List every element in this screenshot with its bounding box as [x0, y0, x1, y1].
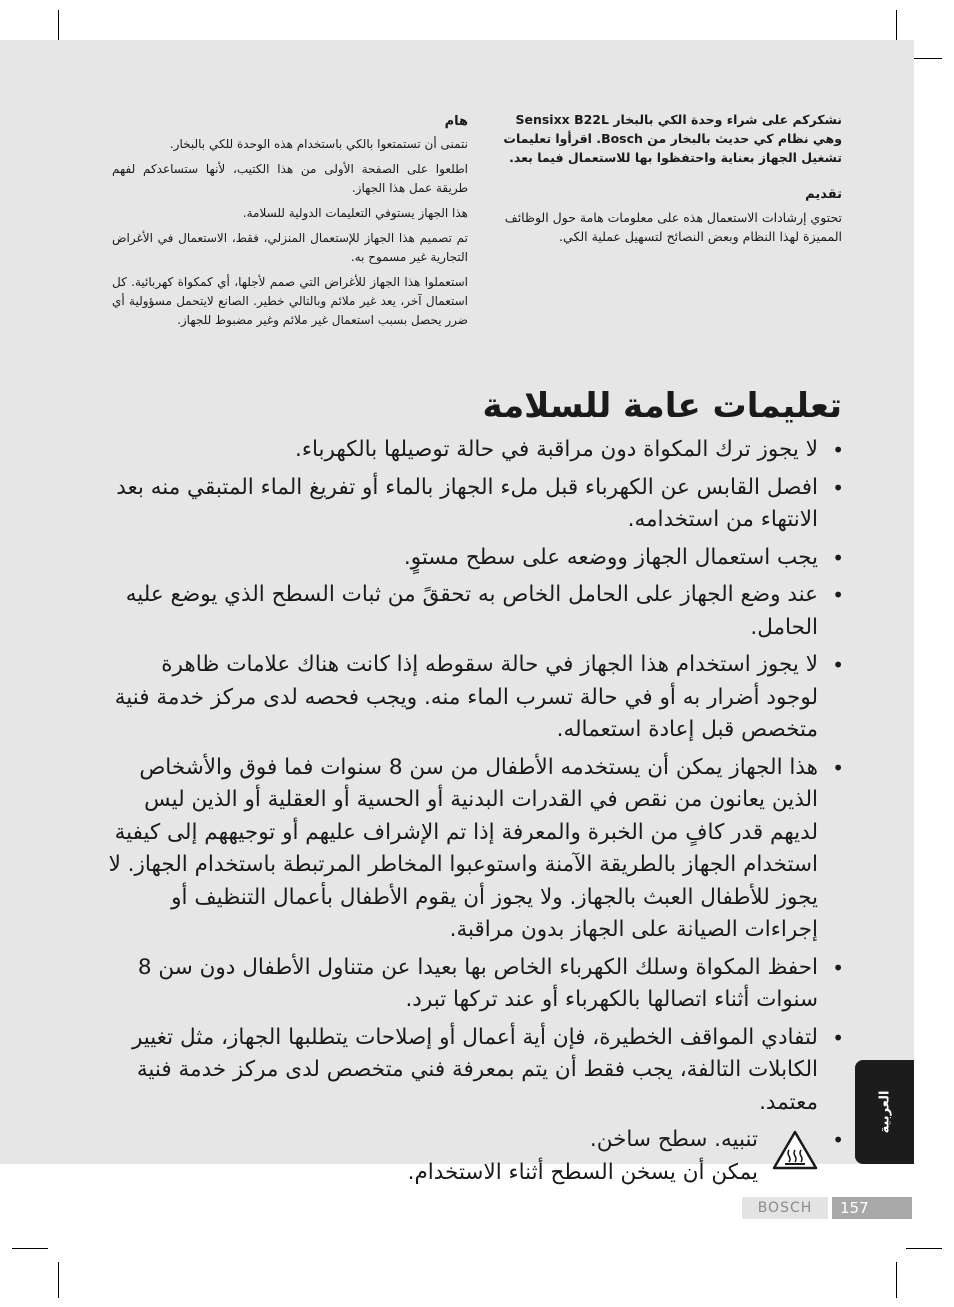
bullet: • [832, 438, 844, 462]
important-column [112, 112, 468, 336]
list-item [108, 542, 844, 575]
list-item-text: لتفادي المواقف الخطيرة، فإن أية أعمال أو إصلاحات يتطلبها الجهاز، مثل تغيير الكابلات التالفة، يجب فقط أن يتم بمعرفة فني متخصص لدى مركز خدمة فنية معتمد. [131, 1024, 818, 1115]
safety-list [108, 434, 844, 1194]
list-item [108, 434, 844, 467]
list-item-text: لا يجوز استخدام هذا الجهاز في حالة سقوطه إذا كانت هناك علامات ظاهرة لوجود أضرار به أو في حالة تسرب الماء منه. ويجب فحصه لدى مركز خدمة فنية متخصص قبل إعادة استعماله. [114, 652, 818, 742]
hot-surface-warning-icon [772, 1130, 818, 1181]
important-paragraph: هذا الجهاز يستوفي التعليمات الدولية للسلامة. [242, 206, 468, 220]
introduction-text: تحتوي إرشادات الاستعمال هذه على معلومات هامة حول الوظائف المميزة لهذا النظام وبعض النصائح لتسهيل عملية الكي. [504, 210, 842, 244]
list-item [108, 952, 844, 1017]
bullet: • [832, 545, 844, 570]
list-item-text: احفظ المكواة وسلك الكهرباء الخاص بها بعيدا عن متناول الأطفال دون سن 8 سنوات أثناء اتصالها بالكهرباء أو عند تركها تبرد. [137, 954, 818, 1012]
introduction-heading: تقديم [805, 187, 842, 202]
language-tab-label: العربية [877, 1090, 892, 1134]
warning-text [108, 1124, 758, 1189]
bullet: • [832, 1128, 844, 1152]
page-number: 157 [832, 1197, 912, 1219]
bullet: • [832, 755, 844, 780]
bullet: • [832, 955, 844, 980]
list-item-text: يجب استعمال الجهاز ووضعه على سطح مستوٍ. [403, 544, 818, 570]
important-paragraph: استعملوا هذا الجهاز للأغراض التي صمم لأجلها، أي كمكواة كهربائية. كل استعمال آخر، يعد غير ملائم وبالتالي خطير. الصانع لايتحمل مسؤولية أي ضرر يحصل بسبب استعمال غير ملائم وغير مضبوط للجهاز. [112, 275, 468, 327]
bullet: • [832, 475, 844, 500]
list-item-text: عند وضع الجهاز على الحامل الخاص به تحققً من ثبات السطح الذي يوضع عليه الحامل. [125, 582, 818, 640]
bullet: • [832, 1025, 844, 1050]
list-item-text: افصل القابس عن الكهرباء قبل ملء الجهاز بالماء أو تفريغ الماء المتبقي منه بعد الانتهاء من استخدامه. [116, 474, 818, 532]
safety-title: تعليمات عامة للسلامة [482, 386, 842, 426]
list-item [108, 579, 844, 644]
list-item [108, 752, 844, 947]
bullet: • [832, 653, 844, 677]
important-paragraph: نتمنى أن تستمتعوا بالكي باستخدام هذه الوحدة للكي بالبخار. [169, 137, 468, 151]
list-item [108, 472, 844, 537]
footer-brand: BOSCH [742, 1197, 828, 1219]
crop-mark [12, 1248, 48, 1249]
intro-column [488, 110, 842, 246]
warning-row [108, 1124, 818, 1189]
crop-mark [58, 1262, 59, 1298]
warning-line: يمكن أن يسخن السطح أثناء الاستخدام. [407, 1159, 758, 1185]
list-item [108, 1022, 844, 1120]
bullet: • [832, 583, 844, 607]
list-item-warning [108, 1124, 844, 1189]
warning-line: تنبيه. سطح ساخن. [589, 1127, 758, 1152]
list-item [108, 649, 844, 747]
list-item-text: لا يجوز ترك المكواة دون مراقبة في حالة توصيلها بالكهرباء. [295, 437, 818, 462]
crop-mark [906, 1248, 942, 1249]
important-paragraph: تم تصميم هذا الجهاز للإستعمال المنزلي، فقط، الاستعمال في الأغراض التجارية غير مسموح به. [112, 231, 468, 264]
crop-mark [896, 1262, 897, 1298]
important-paragraph: اطلعوا على الصفحة الأولى من هذا الكتيب، لأنها ستساعدكم لفهم طريقة عمل هذا الجهاز. [112, 162, 468, 195]
intro-thanks: نشكركم على شراء وحدة الكي بالبخار Sensixx B22L وهي نظام كي حديث بالبخار من Bosch. اقرأوا تعليمات تشغيل الجهاز بعناية واحتفظوا بها للاستعمال فيما بعد. [503, 112, 842, 165]
important-heading: هام [444, 114, 468, 129]
language-tab [855, 1060, 914, 1164]
list-item-text: هذا الجهاز يمكن أن يستخدمه الأطفال من سن 8 سنوات فما فوق والأشخاص الذين يعانون من نقص في القدرات البدنية أو الحسية أو العقلية أو الذين ليس لديهم قدر كافٍ من الخبرة والمعرفة إذا تم الإشراف عليهم أو توجيههم إلى كيفية استخدام الجهاز بالطريقة الآمنة واستوعبوا المخاطر المرتبطة باستخدام الجهاز. لا يجوز للأطفال العبث بالجهاز. ولا يجوز أن يقوم الأطفال بأعمال التنظيف أو إجراءات الصيانة على الجهاز بدون مراقبة. [108, 754, 818, 942]
